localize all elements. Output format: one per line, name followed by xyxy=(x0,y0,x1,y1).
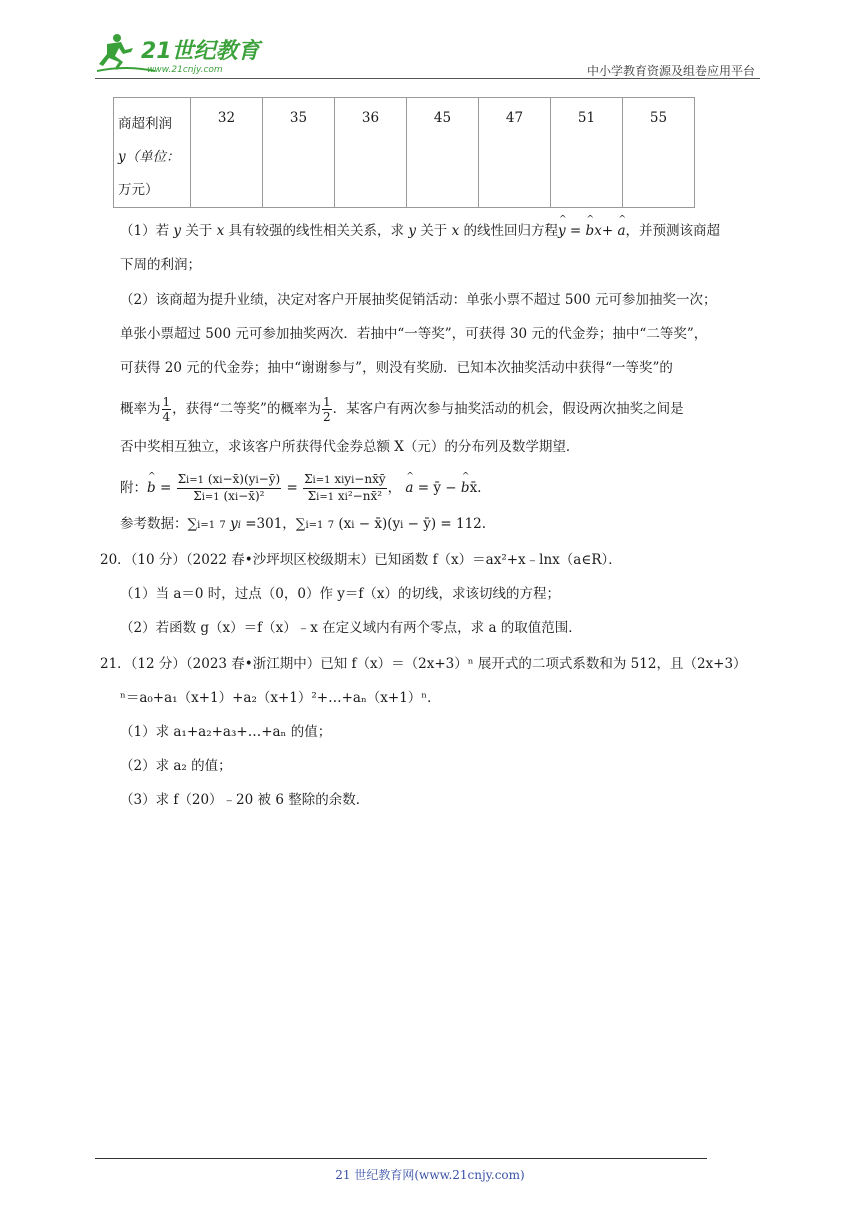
q21-part2: （2）求 a₂ 的值； xyxy=(120,758,232,774)
table-cell: 51 xyxy=(551,98,623,208)
profit-table xyxy=(113,97,695,208)
svg-text:www.21cnjy.com: www.21cnjy.com xyxy=(147,65,223,75)
table-row xyxy=(114,98,695,208)
q19-part1-line1: （1）若 y 关于 x 具有较强的线性相关关系，求 y 关于 x 的线性回归方程^ y = ^ bx+ ^ a，并预测该商超 xyxy=(120,221,720,241)
q19-part2-line3: 可获得 20 元的代金券；抽中“谢谢参与”，则没有奖励．已知本次抽奖活动中获得“一等奖”的 xyxy=(120,360,673,376)
table-cell: 32 xyxy=(191,98,263,208)
q21-part3: （3）求 f（20）﹣20 被 6 整除的余数． xyxy=(120,792,370,808)
regression-formula: 附：^ b = $\frac{\Sigma i=1 (xi-x̄)(yi-ȳ)}{\text{Σi=1 (xi−x̄)²}}$ = $\frac{\text{Σi=1 xiyi−nx̄ȳ}}{\text{Σi=1 xi²−nx̄²}}$ ， ^ a = ȳ − ^ bx̄. xyxy=(120,472,481,505)
platform-name: 中小学教育资源及组卷应用平台 xyxy=(586,64,755,78)
svg-text:21世纪教育: 21世纪教育 xyxy=(141,39,260,64)
q19-part1-line2: 下周的利润； xyxy=(120,257,201,273)
row-label-line: y（单位： xyxy=(118,149,180,165)
row-label-line: 万元） xyxy=(118,182,159,198)
q20-part2: （2）若函数 g（x）＝f（x）﹣x 在定义域内有两个零点，求 a 的取值范围． xyxy=(120,620,582,636)
table-cell: 36 xyxy=(335,98,407,208)
table-cell: 45 xyxy=(407,98,479,208)
q20-heading: 20．（10 分）（2022 春•沙坪坝区校级期末）已知函数 f（x）＝ax²+x﹣lnx（a∈R）． xyxy=(100,552,622,568)
reference-data: 参考数据：∑i=1 7 yi =301，∑i=1 7 (xi − x̄)(yi − ȳ) = 112. xyxy=(120,516,487,532)
q21-heading-line2: ⁿ＝a₀+a₁（x+1）+a₂（x+1）²+…+aₙ（x+1）ⁿ． xyxy=(120,690,441,706)
table-cell: 35 xyxy=(263,98,335,208)
q19-part2-line4: 概率为 $\frac{1}{4}$ ，获得“二等奖”的概率为 $\frac{1}{2}$ ．某客户有两次参与抽奖活动的机会，假设两次抽奖之间是 xyxy=(120,395,684,424)
q21-part1: （1）求 a₁+a₂+a₃+…+aₙ 的值； xyxy=(120,724,332,740)
q19-part2-line5: 否中奖相互独立，求该客户所获得代金券总额 X（元）的分布列及数学期望． xyxy=(120,439,580,455)
q21-heading: 21．（12 分）（2023 春•浙江期中）已知 f（x）＝（2x+3）ⁿ 展开式的二项式系数和为 512，且（2x+3） xyxy=(100,656,747,672)
page-header xyxy=(95,30,760,82)
row-label-line: 商超利润 xyxy=(118,116,172,132)
q19-part2-line2: 单张小票超过 500 元可参加抽奖两次．若抽中“一等奖”，可获得 30 元的代金券；抽中“二等奖”， xyxy=(120,326,708,342)
table-cell: 47 xyxy=(479,98,551,208)
q19-part2-line1: （2）该商超为提升业绩，决定对客户开展抽奖促销活动：单张小票不超过 500 元可参加抽奖一次； xyxy=(120,292,717,308)
header-divider xyxy=(95,78,760,79)
table-cell: 55 xyxy=(623,98,695,208)
page-footer: 21 世纪教育网(www.21cnjy.com) xyxy=(335,1168,525,1182)
site-logo xyxy=(95,30,265,76)
footer-divider xyxy=(95,1158,707,1159)
row-label-cell xyxy=(114,98,191,208)
q20-part1: （1）当 a＝0 时，过点（0，0）作 y＝f（x）的切线，求该切线的方程； xyxy=(120,586,561,602)
